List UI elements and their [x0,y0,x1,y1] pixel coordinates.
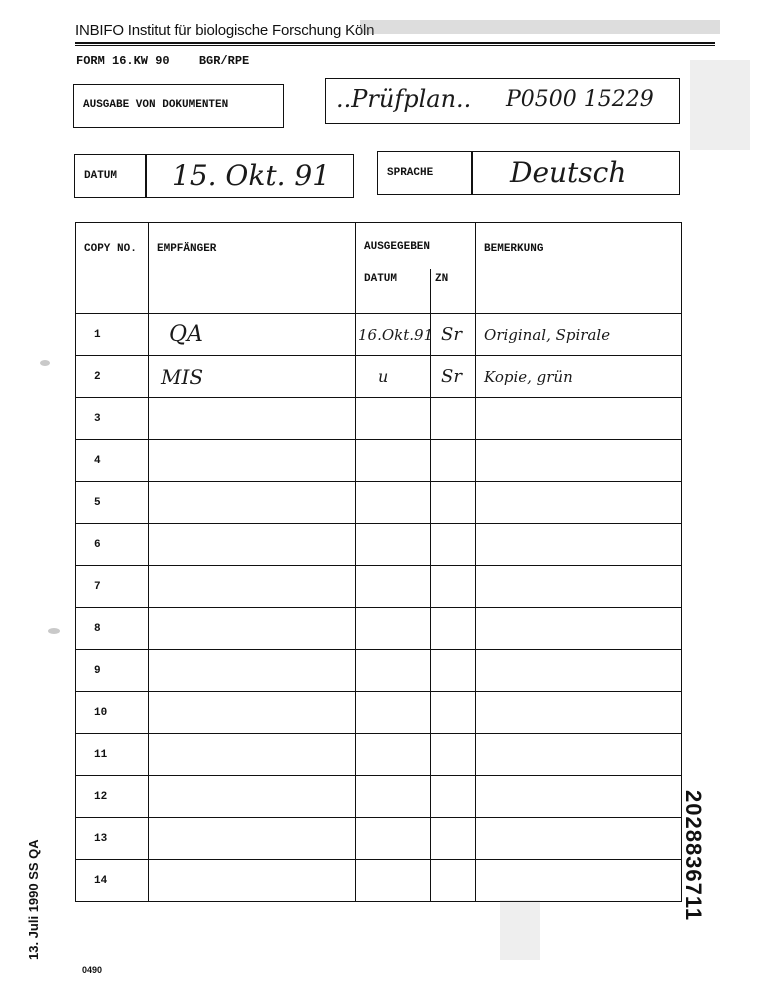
date-value: 15. Okt. 91 [172,159,331,192]
remark [476,860,682,902]
recipient [149,692,356,734]
issued-zn [431,860,476,902]
issued-zn [431,524,476,566]
table-row [76,776,682,818]
issued-date [356,860,431,902]
issue-label-box [73,84,284,128]
table-row [76,398,682,440]
recipient [149,734,356,776]
header-rule [75,42,715,44]
recipient [149,566,356,608]
copy-no: 10 [76,692,149,734]
received-stamp: 13. Juli 1990 SS QA [26,839,41,960]
remark [476,524,682,566]
recipient [149,776,356,818]
issued-date: 16.Okt.91 [356,314,431,356]
table-header-row [76,223,682,270]
form-line [76,54,271,68]
institute-city: Köln [345,22,375,39]
copy-no: 6 [76,524,149,566]
remark [476,482,682,524]
header-zn: ZN [431,269,476,314]
recipient: QA [149,314,356,356]
recipient [149,524,356,566]
issued-zn [431,776,476,818]
issued-date [356,734,431,776]
recipient [149,482,356,524]
language-value-box [471,151,680,195]
table-row [76,734,682,776]
recipient [149,650,356,692]
issue-value-box [325,78,680,124]
issued-zn [431,440,476,482]
table-row [76,314,682,356]
date-label-box [74,154,147,198]
remark [476,692,682,734]
issued-date [356,566,431,608]
remark [476,440,682,482]
table-row [76,650,682,692]
issue-label: AUSGABE VON DOKUMENTEN [83,99,229,111]
copy-no: 7 [76,566,149,608]
table-row [76,692,682,734]
form-dept: BGR/RPE [198,54,250,68]
issue-handwritten: ..Prüfplan.. [336,85,472,113]
issued-date [356,398,431,440]
copy-no: 5 [76,482,149,524]
issued-date [356,692,431,734]
issue-code: P0500 15229 [506,87,654,112]
issued-zn [431,482,476,524]
remark [476,608,682,650]
recipient [149,860,356,902]
issued-zn: Sr [431,314,476,356]
institute-header [75,22,374,39]
recipient [149,608,356,650]
copy-no: 11 [76,734,149,776]
issued-date [356,440,431,482]
issued-date [356,650,431,692]
issued-date [356,818,431,860]
copy-no: 12 [76,776,149,818]
footer-code: 0490 [82,965,103,975]
document-code: 2028836711 [681,790,706,922]
table-row [76,482,682,524]
issued-date [356,524,431,566]
header-issued: AUSGEGEBEN [356,223,476,270]
form-number: FORM 16.KW 90 [76,54,170,68]
issued-zn [431,608,476,650]
issued-zn [431,398,476,440]
table-row [76,860,682,902]
remark [476,818,682,860]
header-remark: BEMERKUNG [476,223,682,314]
remark [476,566,682,608]
copy-no: 3 [76,398,149,440]
issued-zn [431,734,476,776]
issued-date [356,482,431,524]
issued-zn: Sr [431,356,476,398]
recipient [149,440,356,482]
table-row [76,524,682,566]
remark [476,398,682,440]
copy-no: 9 [76,650,149,692]
header-date: DATUM [356,269,431,314]
institute-name: INBIFO Institut für biologische Forschung [75,22,342,39]
issued-zn [431,650,476,692]
copy-no: 8 [76,608,149,650]
header-copy-no: COPY NO. [76,223,149,314]
table-row [76,440,682,482]
language-label-box [377,151,473,195]
table-row [76,608,682,650]
copy-no: 4 [76,440,149,482]
remark [476,734,682,776]
issued-date: u [356,356,431,398]
recipient: MIS [149,356,356,398]
date-value-box [145,154,354,198]
issued-date [356,608,431,650]
table-row [76,818,682,860]
table-row [76,566,682,608]
language-label: SPRACHE [387,167,434,179]
copy-no: 14 [76,860,149,902]
header-recipient: EMPFÄNGER [149,223,356,314]
remark [476,776,682,818]
copy-no: 13 [76,818,149,860]
remark: Original, Spirale [476,314,682,356]
table-row [76,356,682,398]
issued-zn [431,692,476,734]
date-label: DATUM [84,170,118,182]
recipient [149,398,356,440]
copy-no: 1 [76,314,149,356]
issued-zn [431,566,476,608]
issued-date [356,776,431,818]
header-rule-2 [75,45,715,46]
language-value: Deutsch [510,156,627,189]
distribution-table [75,222,682,902]
recipient [149,818,356,860]
remark: Kopie, grün [476,356,682,398]
issued-zn [431,818,476,860]
copy-no: 2 [76,356,149,398]
remark [476,650,682,692]
